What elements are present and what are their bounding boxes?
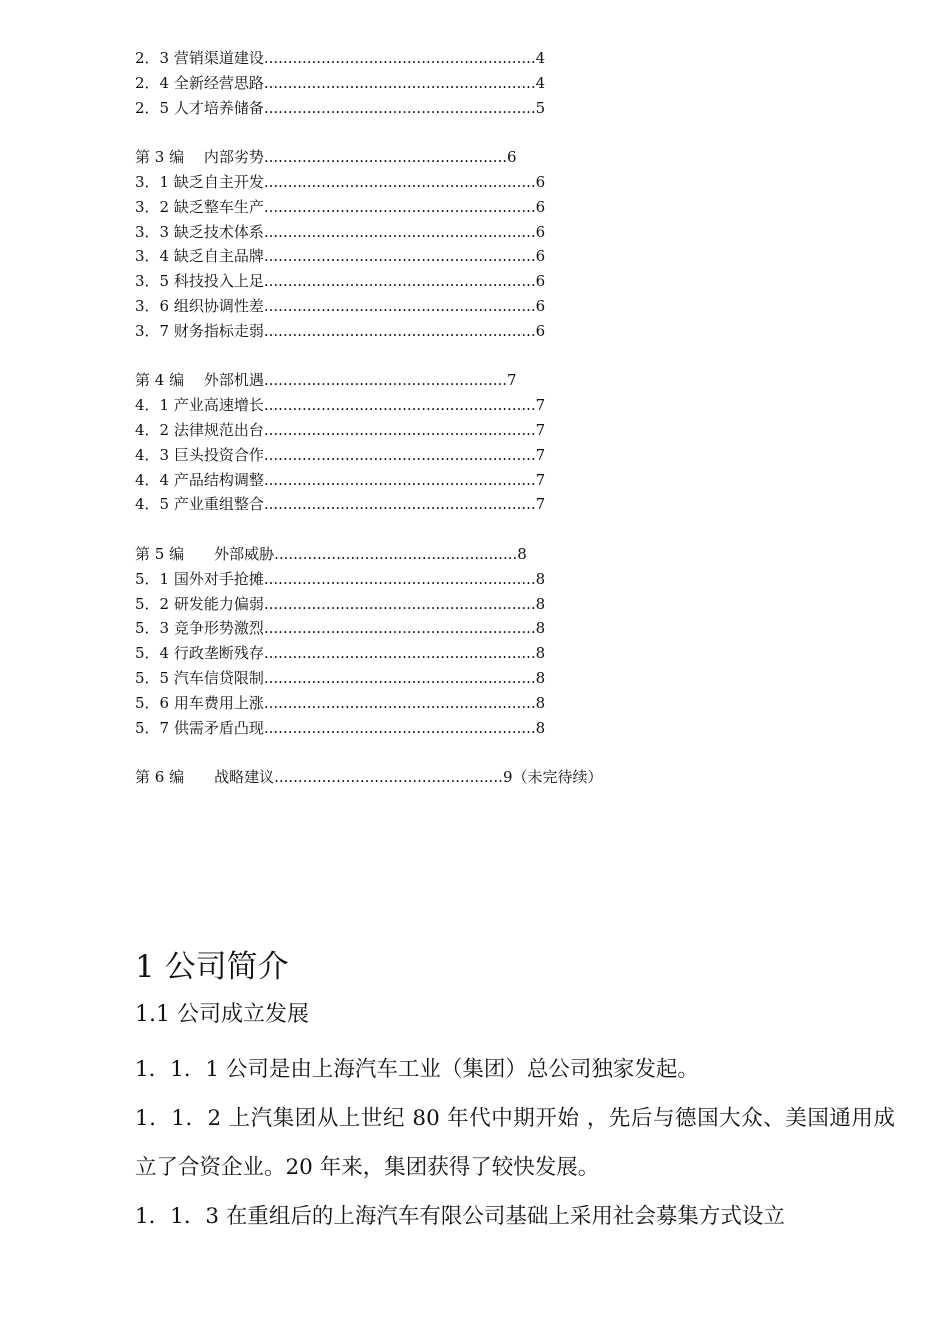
toc-entry[interactable]: 3．1 缺乏自主开发.........................................................6	[135, 172, 546, 191]
toc-entry[interactable]: 3．3 缺乏技术体系.........................................................6	[135, 222, 546, 241]
toc-entry[interactable]: 2．5 人才培养储备.........................................................5	[135, 98, 546, 117]
toc-entry[interactable]: 5．2 研发能力偏弱.........................................................8	[135, 594, 546, 613]
toc-group	[135, 765, 915, 790]
toc-entry[interactable]: 3．2 缺乏整车生产.........................................................6	[135, 197, 546, 216]
toc-chapter-entry[interactable]: 第 5 编 外部威胁...................................................8	[135, 544, 527, 563]
toc-entry[interactable]: 5．3 竞争形势激烈.........................................................8	[135, 619, 546, 638]
toc-group	[135, 46, 915, 120]
toc-group	[135, 368, 915, 517]
toc-spacer	[135, 344, 915, 369]
toc-chapter-entry[interactable]: 第 6 编 战略建议................................................9（未完待续）	[135, 768, 603, 787]
toc-spacer	[135, 517, 915, 542]
toc-entry[interactable]: 5．5 汽车信贷限制.........................................................8	[135, 668, 546, 687]
toc-chapter-entry[interactable]: 第 3 编 内部劣势...................................................6	[135, 148, 517, 167]
toc-entry[interactable]: 5．4 行政垄断残存.........................................................8	[135, 644, 546, 663]
toc-entry[interactable]: 4．4 产品结构调整.........................................................7	[135, 470, 546, 489]
body-paragraph: 1．1．1 公司是由上海汽车工业（集团）总公司独家发起。	[135, 1057, 699, 1082]
toc-entry[interactable]: 4．2 法律规范出台.........................................................7	[135, 420, 546, 439]
toc-group	[135, 542, 915, 740]
toc-group	[135, 145, 915, 343]
toc-entry[interactable]: 3．4 缺乏自主品牌.........................................................6	[135, 247, 546, 266]
toc-entry[interactable]: 3．5 科技投入上足.........................................................6	[135, 272, 546, 291]
toc-entry[interactable]: 5．6 用车费用上涨.........................................................8	[135, 693, 546, 712]
section-body	[135, 1045, 895, 1241]
toc-entry[interactable]: 2．3 营销渠道建设.........................................................4	[135, 49, 546, 67]
section-title: 1 公司简介	[135, 949, 289, 985]
toc-entry[interactable]: 5．7 供需矛盾凸现.........................................................8	[135, 718, 546, 737]
toc-entry[interactable]: 5．1 国外对手抢摊.........................................................8	[135, 569, 546, 588]
toc-entry[interactable]: 3．6 组织协调性差.........................................................6	[135, 296, 546, 315]
toc-spacer	[135, 120, 915, 145]
body-paragraph: 1．1．2 上汽集团从上世纪 80 年代中期开始 ，先后与德国大众、美国通用成立了合资企业。20 年来，集团获得了较快发展。	[135, 1106, 895, 1180]
toc-entry[interactable]: 4．3 巨头投资合作.........................................................7	[135, 445, 546, 464]
toc-entry[interactable]: 2．4 全新经营思路.........................................................4	[135, 73, 546, 92]
toc-spacer	[135, 740, 915, 765]
toc-entry[interactable]: 3．7 财务指标走弱.........................................................6	[135, 321, 546, 340]
toc-entry[interactable]: 4．5 产业重组整合.........................................................7	[135, 495, 546, 514]
toc-chapter-entry[interactable]: 第 4 编 外部机遇...................................................7	[135, 371, 517, 390]
toc-entry[interactable]: 4．1 产业高速增长.........................................................7	[135, 396, 546, 415]
body-paragraph: 1．1．3 在重组后的上海汽车有限公司基础上采用社会募集方式设立	[135, 1204, 785, 1229]
table-of-contents	[135, 46, 915, 790]
section-subtitle: 1.1 公司成立发展	[135, 1002, 309, 1027]
